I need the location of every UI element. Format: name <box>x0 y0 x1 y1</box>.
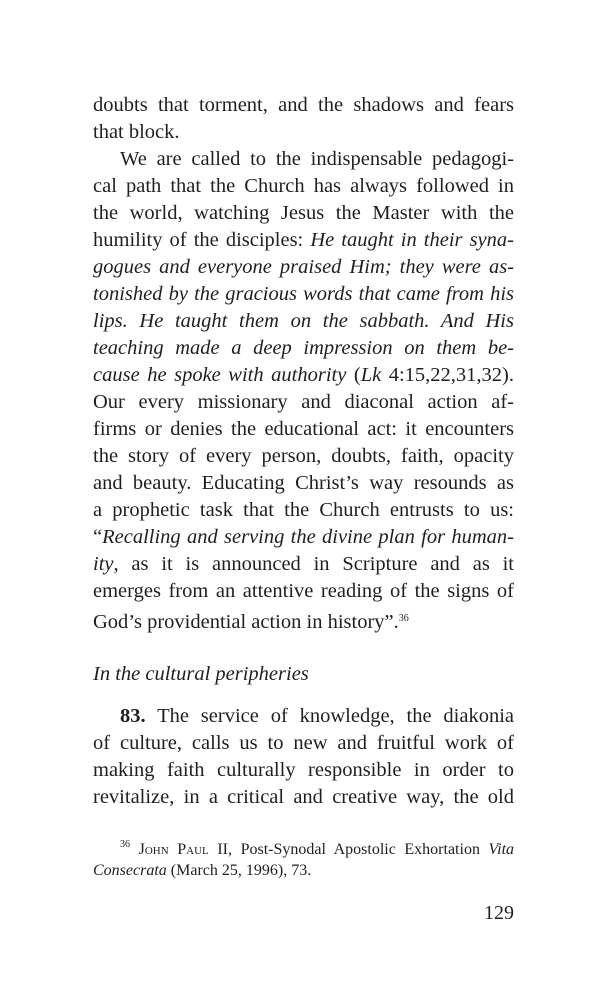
text-segment: revitalize, in a critical and creative way, the old <box>93 786 514 808</box>
footnote-ref: 36 <box>398 613 409 624</box>
text-line <box>93 605 514 632</box>
text-segment: Vita <box>488 841 515 858</box>
text-line <box>93 524 514 551</box>
text-segment: Our every missionary and diaconal action af- <box>93 391 514 413</box>
text-line <box>93 551 514 578</box>
text-line <box>93 92 514 119</box>
text-segment: We are called to the indispensable pedagogi- <box>120 148 514 170</box>
text-segment: ( <box>346 364 361 386</box>
text-segment: “ <box>93 526 103 548</box>
text-line <box>93 200 514 227</box>
text-segment: doubts that torment, and the shadows and fears <box>93 94 514 116</box>
page-number: 129 <box>484 902 514 924</box>
text-segment: II, Post-Synodal Apostolic Exhortation <box>208 841 489 858</box>
text-segment: and beauty. Educating Christ’s way resounds as <box>93 472 514 494</box>
text-line <box>93 578 514 605</box>
text-segment: tonished by the gracious words that came from his <box>93 283 514 305</box>
text-segment: John Paul <box>138 841 209 858</box>
text-line <box>93 703 514 730</box>
text-segment: 83. <box>120 705 146 727</box>
text-segment: Lk <box>360 364 382 386</box>
text-line <box>93 416 514 443</box>
text-line <box>93 730 514 757</box>
text-segment <box>130 841 139 858</box>
text-line <box>93 119 514 146</box>
text-segment: cal path that the Church has always followed in <box>93 175 514 197</box>
text-segment: (March 25, 1996), 73. <box>166 862 312 879</box>
text-segment: lips. He taught them on the sabbath. And His <box>93 310 514 332</box>
text-segment: Recalling and serving the divine plan for human- <box>102 526 514 548</box>
text-segment: making faith culturally responsible in order to <box>93 759 514 781</box>
text-line <box>93 173 514 200</box>
section-heading-text: In the cultural peripheries <box>93 663 309 685</box>
text-line <box>93 832 514 858</box>
text-segment: that block. <box>93 121 180 143</box>
footnote <box>93 832 514 884</box>
text-segment: firms or denies the educational act: it encounters <box>93 418 514 440</box>
text-line <box>93 227 514 254</box>
text-segment: God’s providential action in history”. <box>93 611 399 633</box>
text-segment: gogues and everyone praised Him; they were as- <box>93 256 514 278</box>
section-heading <box>93 661 514 688</box>
text-segment: , as it is announced in Scripture and as it <box>113 553 514 575</box>
text-segment: the story of every person, doubts, faith, opacity <box>93 445 514 467</box>
text-segment: Consecrata <box>93 862 167 879</box>
text-line <box>93 757 514 784</box>
text-segment: emerges from an attentive reading of the signs of <box>93 580 514 602</box>
text-line <box>93 335 514 362</box>
text-line <box>93 858 514 884</box>
text-line <box>93 362 514 389</box>
text-segment: of culture, calls us to new and fruitful work of <box>93 732 514 754</box>
text-segment: a prophetic task that the Church entrusts to us: <box>93 499 514 521</box>
text-line <box>93 146 514 173</box>
text-line <box>93 784 514 811</box>
text-line <box>93 443 514 470</box>
text-segment: cause he spoke with authority <box>93 364 347 386</box>
text-segment: He taught in their syna- <box>310 229 514 251</box>
text-line <box>93 389 514 416</box>
text-segment: humility of the disciples: <box>93 229 311 251</box>
text-line <box>93 308 514 335</box>
text-line <box>93 470 514 497</box>
paragraph-83 <box>93 703 514 811</box>
text-segment: The service of knowledge, the diakonia <box>145 705 514 727</box>
text-segment: 4:15,22,31,32). <box>381 364 515 386</box>
text-segment: ity <box>93 553 114 575</box>
body-text <box>93 92 514 632</box>
text-segment: the world, watching Jesus the Master with the <box>93 202 514 224</box>
footnote-ref: 36 <box>120 839 130 850</box>
text-line <box>93 497 514 524</box>
text-segment: teaching made a deep impression on them be- <box>93 337 514 359</box>
text-line <box>93 254 514 281</box>
text-line <box>93 281 514 308</box>
